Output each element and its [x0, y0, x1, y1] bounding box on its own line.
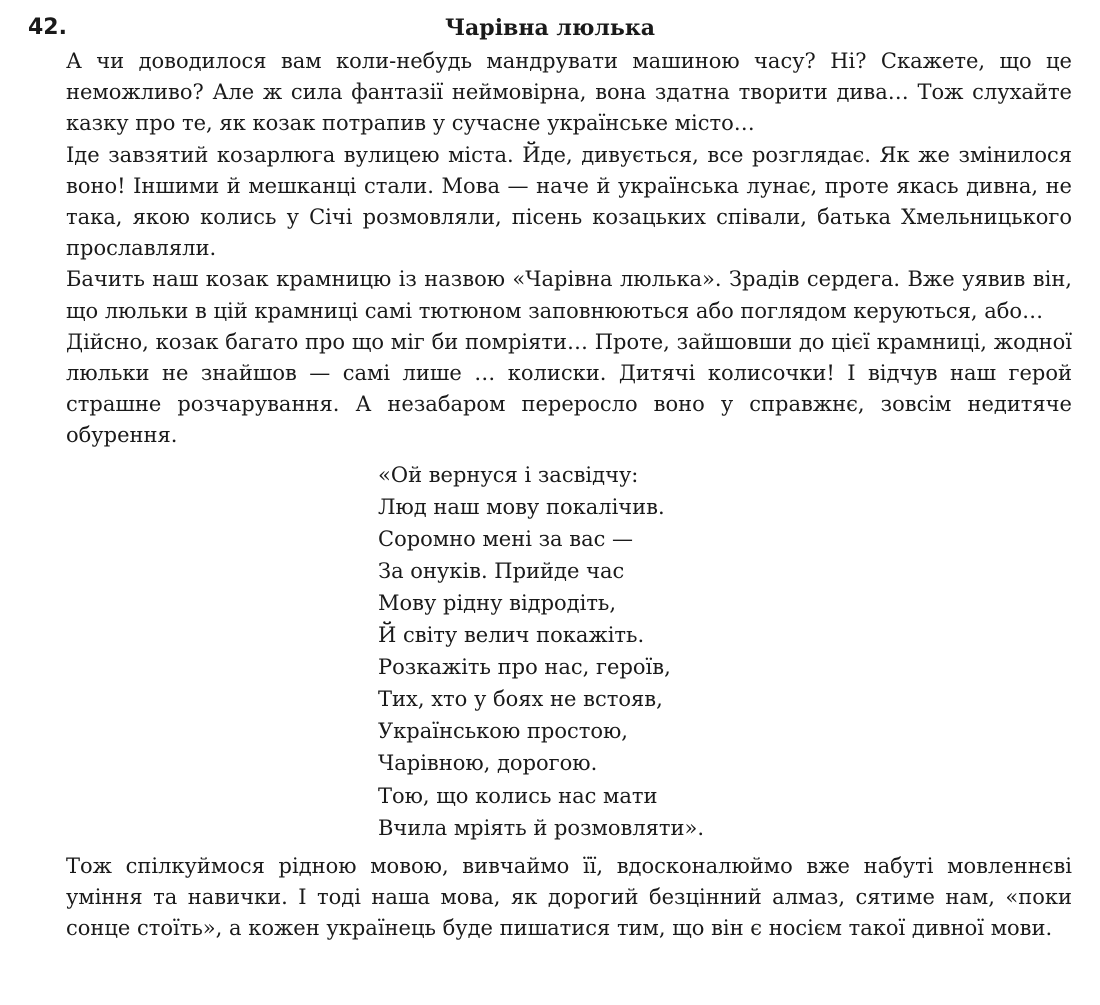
- poem: [378, 459, 1072, 844]
- exercise-number: 42.: [28, 15, 67, 40]
- poem-line: Тих, хто у боях не встояв,: [378, 687, 663, 712]
- poem-line: Розкажіть про нас, героїв,: [378, 655, 671, 680]
- paragraph-closing: Тож спілкуймося рідною мовою, вивчаймо її, вдосконалюймо вже набуті мовленнєві уміння та навички. І тоді наша мова, як дорогий безцінний алмаз, сятиме нам, «поки сонце стоїть», а кожен українець буде пишатися тим, що він є носієм такої дивної мови.: [66, 853, 1072, 941]
- poem-line: Українською простою,: [378, 719, 628, 744]
- exercise-text: [66, 46, 1072, 944]
- poem-line: Тою, що колись нас мати: [378, 783, 658, 808]
- paragraph-intro: А чи доводилося вам коли-небудь мандрувати машиною часу? Ні? Скажете, що це неможливо? Але ж сила фантазії неймовірна, вона здатна творити дива… Тож слухайте казку про те, як козак потрапив у сучасне українське місто…: [66, 49, 1072, 136]
- poem-line: Вчила мріять й розмовляти».: [378, 815, 705, 840]
- poem-line: За онуків. Прийде час: [378, 558, 625, 583]
- paragraph-disappointment: Дійсно, козак багато про що міг би помріяти… Проте, зайшовши до цієї крамниці, жодної люльки не знайшов — самі лише … колиски. Дитячі колисочки! І відчув наш герой страшне розчарування. А незабаром переросло воно у справжнє, зовсім недитяче обурення.: [66, 329, 1072, 448]
- paragraph-shop: Бачить наш козак крамницю із назвою «Чарівна люлька». Зрадів сердега. Вже уявив він, що люльки в цій крамниці самі тютюном заповнюються або поглядом керуються, або…: [66, 267, 1072, 323]
- exercise-title: Чарівна люлька: [444, 15, 656, 41]
- poem-line: Соромно мені за вас —: [378, 526, 634, 551]
- poem-line: Й світу велич покажіть.: [378, 623, 645, 648]
- poem-line: Мову рідну відродіть,: [378, 591, 617, 616]
- poem-line: «Ой вернуся і засвідчу:: [378, 462, 639, 487]
- paragraph-city: Іде завзятий козарлюга вулицею міста. Йде, дивується, все розглядає. Як же змінилося воно! Іншими й мешканці стали. Мова — наче й українська лунає, проте якась дивна, не така, якою колись у Січі розмовляли, пісень козацьких співали, батька Хмельницького прославляли.: [66, 142, 1072, 261]
- poem-line: Люд наш мову покалічив.: [378, 494, 665, 519]
- poem-line: Чарівною, дорогою.: [378, 751, 598, 776]
